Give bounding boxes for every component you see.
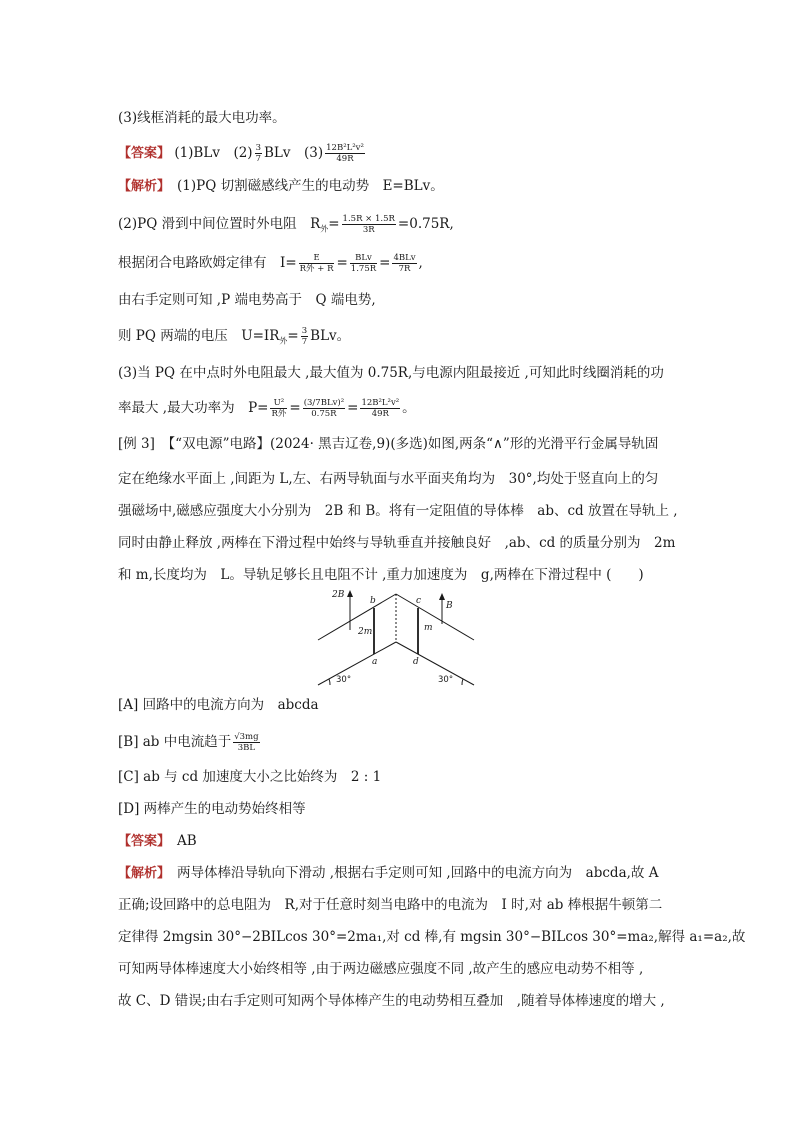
explanation-5-line: 则 PQ 两端的电压 $U=IR_外=$ $\frac{3}{7}$ BLv。: [118, 326, 351, 347]
angle-arc-left: [329, 679, 330, 685]
field-label-2B: 2B: [332, 590, 345, 600]
option-c: [C] ab 与 cd 加速度大小之比始终为 2 : 1: [118, 769, 382, 785]
fraction: $\frac{\text{12B²L²v²}}{49R}$: [361, 398, 400, 419]
arrow-up-icon: [439, 593, 445, 600]
explanation-7-line: 率最大 ,最大功率为 P= $\frac{\text{U²}}{\text{R外}}$ = $\frac{\text{(3/7BLv)²}}{0.75R}$ = $\frac{\text{12B²L²v²}}{49R}$ 。: [118, 398, 416, 419]
rod-label-d: d: [413, 657, 419, 667]
explanation-1-line: 【解析】 (1)PQ 切割磁感线产生的电动势 E=BLv。: [118, 178, 444, 194]
explanation-8-line: 【解析】 两导体棒沿导轨向下滑动 ,根据右手定则可知 ,回路中的电流方向为 abcda,故 A: [118, 865, 659, 881]
option-a: [A] 回路中的电流方向为 abcda: [118, 697, 319, 713]
explanation-12-line: 故 C、D 错误;由右手定则可知两个导体棒产生的电动势相互叠加 ,随着导体棒速度的增大 ,: [118, 993, 665, 1009]
question-3-line: (3)线框消耗的最大电功率。: [118, 110, 286, 126]
fraction: $\frac{\text{(3/7BLv)²}}{0.75R}$: [303, 398, 345, 419]
explanation-tag: 【解析】: [118, 866, 164, 881]
mass-label-m: m: [424, 623, 433, 633]
explanation-9-line: 正确;设回路中的总电阻为 R,对于任意时刻当电路中的电流为 I 时,对 ab 棒根据牛顿第二: [118, 897, 663, 913]
fraction: $\frac{\text{12B²L²v²}}{49R}$: [326, 143, 364, 164]
explanation-2-line: (2)PQ 滑到中间位置时外电阻 $R_外=$ $\frac{1.5R \times 1.5R}{3R}$ =0.75R,: [118, 214, 454, 235]
rod-label-c: c: [416, 596, 422, 606]
answer-tag: 【答案】: [118, 146, 171, 161]
fraction: $\frac{\text{BLv}}{1.75R}$: [350, 253, 377, 274]
arrow-up-icon: [347, 590, 353, 597]
rod-label-a: a: [372, 657, 378, 667]
rod-label-b: b: [370, 596, 376, 606]
example-3-line-5: 和 m,长度均为 L。导轨足够长且电阻不计 ,重力加速度为 g,两棒在下滑过程中 ( ): [118, 567, 644, 583]
left-lower-rail: [318, 642, 396, 685]
explanation-10-line: 定律得 2mgsin 30°−2BILcos 30°=2ma₁,对 cd 棒,有 mgsin 30°−BILcos 30°=ma₂,解得 a₁=a₂,故: [118, 929, 746, 945]
explanation-6-line: (3)当 PQ 在中点时外电阻最大 ,最大值为 0.75R,与电源内阻最接近 ,可知此时线圈消耗的功: [118, 365, 664, 381]
answer-1-line: 【答案】 (1)BLv (2) $\frac{3}{7}$ BLv (3) $\frac{\text{12B²L²v²}}{49R}$: [118, 143, 364, 164]
explanation-4-line: 由右手定则可知 ,P 端电势高于 Q 端电势,: [118, 292, 376, 308]
option-b: [B] ab 中电流趋于 $\frac{√3mg}{3BL}$: [118, 732, 259, 753]
example-3-line-4: 同时由静止释放 ,两棒在下滑过程中始终与导轨垂直并接触良好 ,ab、cd 的质量分别为 2m: [118, 535, 676, 551]
rail-diagram: [312, 584, 480, 688]
example-3-line-2: 定在绝缘水平面上 ,间距为 L,左、右两导轨面与水平面夹角均为 30°,均处于竖直向上的匀: [118, 471, 659, 487]
angle-label-right: 30°: [438, 675, 454, 685]
mass-label-2m: 2m: [358, 627, 373, 637]
answer-2-line: 【答案】 AB: [118, 833, 197, 849]
left-upper-rail: [318, 594, 396, 640]
example-3-line-1: [例 3] 【“双电源”电路】(2024· 黑吉辽卷,9)(多选)如图,两条“∧”形的光滑平行金属导轨固: [118, 436, 659, 452]
explanation-tag: 【解析】: [118, 179, 164, 194]
fraction: $\frac{\text{4BLv}}{7R}$: [393, 253, 416, 274]
angle-label-left: 30°: [336, 675, 352, 685]
answer-tag: 【答案】: [118, 834, 164, 849]
example-3-line-3: 强磁场中,磁感应强度大小分别为 2B 和 B。将有一定阻值的导体棒 ab、cd 放置在导轨上 ,: [118, 503, 678, 519]
fraction: $\frac{3}{7}$: [301, 326, 308, 347]
right-upper-rail: [396, 594, 474, 640]
option-d: [D] 两棒产生的电动势始终相等: [118, 801, 306, 817]
fraction: $\frac{√3mg}{3BL}$: [234, 732, 259, 753]
explanation-3-line: 根据闭合电路欧姆定律有 I= $\frac{E}{\text{R外 + R}}$ = $\frac{\text{BLv}}{1.75R}$ = $\frac{\text{4BLv}}{7R}$ ,: [118, 253, 423, 274]
angle-arc-right: [462, 679, 463, 685]
fraction: $\frac{\text{U²}}{\text{R外}}$: [271, 398, 287, 419]
fraction: $\frac{3}{7}$: [255, 143, 261, 164]
field-label-B: B: [446, 601, 453, 611]
right-lower-rail: [396, 642, 474, 685]
fraction: $\frac{1.5R \times 1.5R}{3R}$: [342, 214, 395, 235]
explanation-11-line: 可知两导体棒速度大小始终相等 ,由于两边磁感应强度不同 ,故产生的感应电动势不相等 ,: [118, 961, 644, 977]
fraction: $\frac{E}{\text{R外 + R}}$: [299, 253, 334, 274]
